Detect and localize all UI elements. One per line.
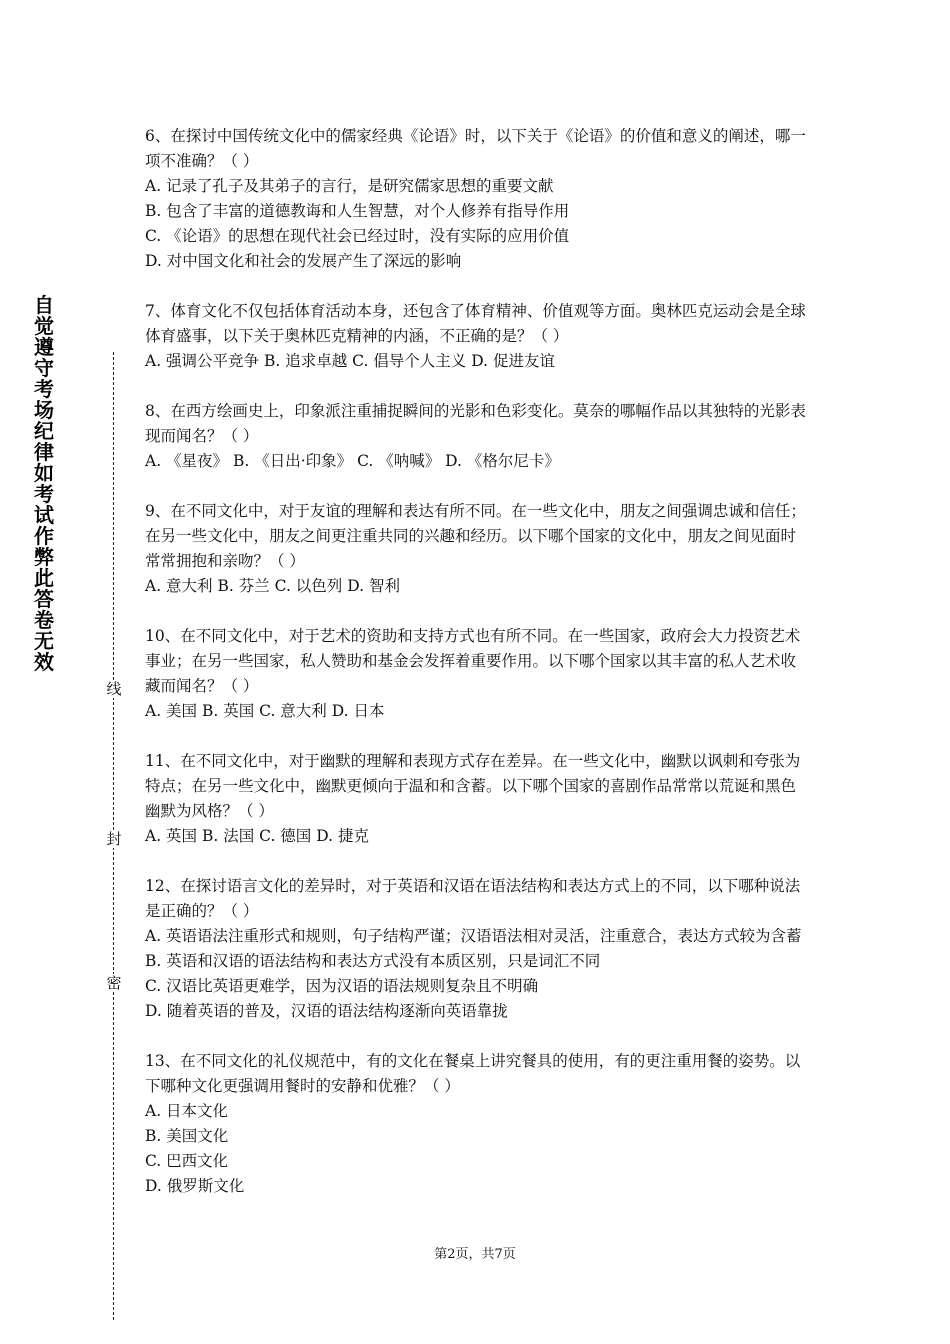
question-11 [145,749,810,849]
question-stem: 13、在不同文化的礼仪规范中，有的文化在餐桌上讲究餐具的使用，有的更注重用餐的姿势。以下哪种文化更强调用餐时的安静和优雅？（ ） [145,1052,801,1095]
question-9 [145,499,810,599]
question-12 [145,874,810,1024]
binding-mark-line: 线 [106,680,122,698]
question-6 [145,124,810,274]
option-a: A. 记录了孔子及其弟子的言行，是研究儒家思想的重要文献 [145,177,554,195]
option-c: C. 巴西文化 [145,1152,229,1170]
option-a: A. 英语语法注重形式和规则，句子结构严谨；汉语语法相对灵活，注重意合，表达方式较为含蓄 [145,927,802,945]
option-a: A. 日本文化 [145,1102,229,1120]
option-b: B. 包含了丰富的道德教诲和人生智慧，对个人修养有指导作用 [145,202,570,220]
options-inline: A. 《星夜》 B. 《日出·印象》 C. 《呐喊》 D. 《格尔尼卡》 [145,452,560,470]
option-b: B. 美国文化 [145,1127,229,1145]
options-inline: A. 意大利 B. 芬兰 C. 以色列 D. 智利 [145,577,400,595]
question-10 [145,624,810,724]
option-d: D. 对中国文化和社会的发展产生了深远的影响 [145,252,462,270]
options-inline: A. 强调公平竞争 B. 追求卓越 C. 倡导个人主义 D. 促进友谊 [145,352,555,370]
option-d: D. 俄罗斯文化 [145,1177,245,1195]
page-number: 第2页，共7页 [434,1247,516,1262]
question-stem: 11、在不同文化中，对于幽默的理解和表现方式存在差异。在一些文化中，幽默以讽刺和夸张为特点；在另一些文化中，幽默更倾向于温和和含蓄。以下哪个国家的喜剧作品常常以荒诞和黑色幽默为风格？（ ） [145,752,801,820]
binding-mark-seal: 封 [106,830,122,848]
option-c: C. 汉语比英语更难学，因为汉语的语法规则复杂且不明确 [145,977,539,995]
question-stem: 9、在不同文化中，对于友谊的理解和表达有所不同。在一些文化中，朋友之间强调忠诚和信任；在另一些文化中，朋友之间更注重共同的兴趣和经历。以下哪个国家的文化中，朋友之间见面时常常拥抱和亲吻？（ ） [145,502,806,570]
question-stem: 7、体育文化不仅包括体育活动本身，还包含了体育精神、价值观等方面。奥林匹克运动会是全球体育盛事，以下关于奥林匹克精神的内涵，不正确的是？（ ） [145,302,806,345]
question-8 [145,399,810,474]
question-stem: 8、在西方绘画史上，印象派注重捕捉瞬间的光影和色彩变化。莫奈的哪幅作品以其独特的光影表现而闻名？（ ） [145,402,806,445]
question-13 [145,1049,810,1199]
options-inline: A. 美国 B. 英国 C. 意大利 D. 日本 [145,702,385,720]
question-stem: 6、在探讨中国传统文化中的儒家经典《论语》时，以下关于《论语》的价值和意义的阐述，哪一项不准确？（ ） [145,127,806,170]
option-b: B. 英语和汉语的语法结构和表达方式没有本质区别，只是词汇不同 [145,952,601,970]
question-list [145,124,810,1224]
question-7 [145,299,810,374]
question-stem: 12、在探讨语言文化的差异时，对于英语和汉语在语法结构和表达方式上的不同，以下哪种说法是正确的？（ ） [145,877,801,920]
options-inline: A. 英国 B. 法国 C. 德国 D. 捷克 [145,827,369,845]
option-c: C. 《论语》的思想在现代社会已经过时，没有实际的应用价值 [145,227,570,245]
option-d: D. 随着英语的普及，汉语的语法结构逐渐向英语靠拢 [145,1002,508,1020]
binding-mark-secret: 密 [106,974,122,992]
exam-discipline-notice [32,295,56,673]
exam-discipline-notice-text: 自 觉 遵 守 考 场 纪 律 如 考 试 作 弊 此 答 卷 无 效 [34,293,54,674]
question-stem: 10、在不同文化中，对于艺术的资助和支持方式也有所不同。在一些国家，政府会大力投资艺术事业；在另一些国家，私人赞助和基金会发挥着重要作用。以下哪个国家以其丰富的私人艺术收藏而闻名？（ ） [145,627,801,695]
